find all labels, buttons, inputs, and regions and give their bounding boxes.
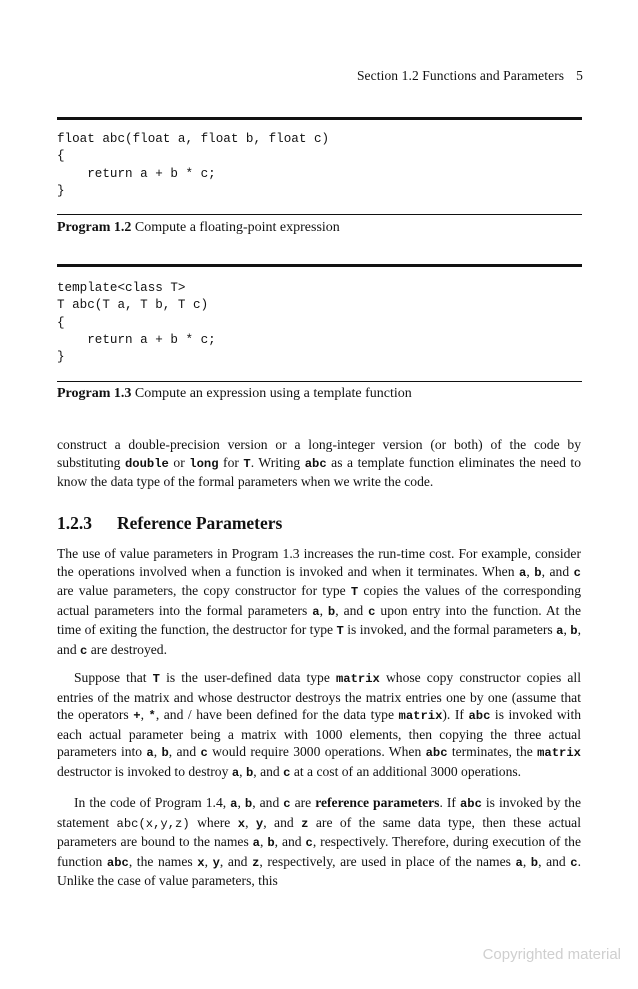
text-run: is invoked by the statement: [57, 795, 581, 830]
text-run: , and: [335, 602, 369, 618]
text-run: ,: [245, 814, 256, 830]
copyright-watermark: Copyrighted material: [482, 946, 621, 963]
inline-code: c: [283, 765, 291, 780]
text-run: upon entry into the function. At the time of exiting the function, the destructor for type: [57, 602, 581, 638]
text-run: , and: [168, 744, 201, 760]
text-run: , and: [541, 563, 574, 579]
rule-top-program-1-2: [57, 117, 582, 120]
inline-code: a: [556, 624, 564, 639]
caption-label: Program 1.2: [57, 220, 132, 235]
inline-code: c: [305, 836, 313, 851]
inline-code: b: [244, 797, 253, 811]
inline-code: a: [312, 604, 320, 619]
bold-term: reference parameters: [315, 795, 440, 810]
text-run: . Writing: [250, 454, 305, 470]
text-run: at a cost of an additional 3000 operations.: [290, 763, 522, 779]
text-run: destructor is invoked to destroy: [57, 763, 232, 779]
inline-code: c: [570, 855, 578, 870]
rule-mid-program-1-3: [57, 381, 582, 382]
inline-code: y: [255, 816, 264, 831]
paragraph-value-params: [57, 545, 581, 660]
inline-code: +: [133, 709, 141, 724]
text-run: ,: [153, 744, 162, 760]
text-run: are value parameters, the copy constructor for type: [57, 583, 351, 599]
text-run: would require 3000 operations. When: [207, 744, 426, 760]
inline-code: abc: [459, 797, 482, 811]
text-run: . Unlike the case of value parameters, this: [57, 853, 582, 889]
inline-code: a: [252, 836, 260, 851]
text-run: where: [189, 814, 238, 830]
text-run: ,: [237, 795, 245, 810]
text-run: are of the same data type, then these actual parameters are bound to the names: [57, 814, 581, 850]
text-run: ,: [260, 834, 268, 850]
inline-code: b: [245, 765, 254, 780]
text-run: ,: [526, 563, 535, 579]
text-run: are destroyed.: [87, 641, 167, 657]
inline-code: c: [283, 797, 291, 811]
text-run: , and / have been defined for the data type: [155, 707, 399, 723]
text-run: ,: [522, 853, 531, 869]
caption-text: Compute an expression using a template function: [134, 386, 412, 401]
inline-code: b: [161, 746, 169, 761]
inline-code: b: [534, 565, 542, 580]
paragraph-intro: [57, 436, 581, 491]
text-run: terminates, the: [447, 744, 538, 760]
inline-code: a: [230, 797, 238, 811]
text-run: , and: [219, 853, 253, 869]
code-program-1-3: template<class T> T abc(T a, T b, T c) { return a + b * c; }: [57, 281, 216, 365]
text-run: ,: [204, 853, 213, 869]
text-run: is invoked, and the formal parameters: [343, 622, 557, 638]
text-run: ,: [239, 763, 246, 779]
caption-text: Compute a floating-point expression: [134, 220, 340, 235]
text-run: ,: [140, 707, 149, 723]
caption-label: Program 1.3: [57, 386, 132, 401]
running-header: [357, 68, 583, 84]
text-run: construct a double-precision version or a long-integer version (or both) of the code by substituting: [57, 437, 581, 470]
section-heading: [57, 513, 282, 534]
inline-code: b: [267, 836, 275, 851]
text-run: or: [168, 454, 190, 470]
section-title: Reference Parameters: [117, 513, 283, 533]
caption-program-1-2: [57, 220, 340, 236]
inline-code: abc: [304, 456, 327, 471]
inline-code: abc: [106, 855, 129, 870]
inline-code: c: [573, 565, 581, 580]
inline-code: double: [124, 456, 169, 471]
inline-code: T: [243, 456, 251, 471]
inline-code: b: [530, 855, 539, 870]
text-run: , and: [538, 853, 571, 869]
text-run: are: [290, 795, 316, 810]
text-run: , and: [253, 763, 284, 779]
inline-code: c: [80, 643, 88, 658]
text-run: , and: [57, 622, 582, 657]
text-run: The use of value parameters in Program 1.3 increases the run-time cost. For example, consider the operations involved when a function is invoked and when it terminates. When: [57, 546, 581, 579]
page-number: 5: [576, 68, 583, 83]
section-number: 1.2.3: [57, 513, 92, 533]
text-run: ,: [563, 622, 571, 638]
inline-code: b: [327, 604, 336, 619]
inline-code: a: [515, 855, 523, 870]
inline-code: abc: [425, 746, 448, 761]
rule-top-program-1-3: [57, 264, 582, 267]
inline-code: c: [200, 746, 208, 761]
inline-code: a: [519, 565, 527, 580]
inline-code: x: [197, 855, 205, 870]
text-run: Suppose that: [74, 670, 153, 685]
text-run: In the code of Program 1.4,: [74, 795, 231, 810]
inline-code: matrix: [537, 746, 581, 761]
paragraph-reference-params: [57, 794, 581, 890]
inline-code: z: [252, 855, 260, 870]
text-run: , the names: [128, 853, 198, 869]
text-run: . If: [439, 795, 460, 810]
inline-code: long: [189, 456, 219, 471]
text-run: ). If: [442, 707, 469, 723]
inline-code: abc: [468, 709, 491, 724]
text-run: , and: [263, 814, 302, 830]
rule-mid-program-1-2: [57, 214, 582, 215]
text-run: is invoked with each actual parameter being a matrix with 1000 elements, then copying the three actual parameters into: [57, 707, 582, 760]
inline-code: matrix: [398, 709, 443, 724]
text-run: , respectively. Therefore, during execution of the function: [57, 834, 581, 869]
header-section: Section 1.2 Functions and Parameters: [356, 68, 565, 83]
inline-code: abc(x,y,z): [116, 816, 190, 831]
text-run: , and: [252, 795, 284, 810]
inline-code: matrix: [335, 672, 380, 686]
inline-code: z: [301, 816, 309, 831]
inline-code: c: [368, 604, 376, 619]
paragraph-matrix-example: [57, 669, 581, 782]
text-run: ,: [319, 602, 328, 618]
text-run: as a template function eliminates the need to know the data type of the formal parameters when we write the code.: [57, 454, 581, 490]
inline-code: y: [212, 855, 220, 870]
inline-code: T: [336, 624, 344, 639]
text-run: copies the values of the corresponding actual parameters into the formal parameters: [57, 583, 581, 618]
text-run: , and: [274, 834, 306, 850]
inline-code: b: [570, 624, 578, 639]
text-run: whose copy constructor copies all entries of the matrix and whose destructor destroys the matrix entries one by one (assume that the operators: [57, 670, 581, 723]
code-program-1-2: float abc(float a, float b, float c) { return a + b * c; }: [57, 132, 330, 198]
text-run: for: [218, 454, 244, 470]
text-run: , respectively, are used in place of the names: [259, 853, 516, 869]
inline-code: a: [146, 746, 154, 761]
caption-program-1-3: [57, 386, 412, 402]
inline-code: *: [148, 709, 156, 724]
inline-code: T: [152, 672, 160, 686]
inline-code: a: [231, 765, 240, 780]
text-run: is the user-defined data type: [159, 670, 336, 685]
inline-code: x: [237, 816, 246, 831]
inline-code: T: [350, 585, 359, 600]
